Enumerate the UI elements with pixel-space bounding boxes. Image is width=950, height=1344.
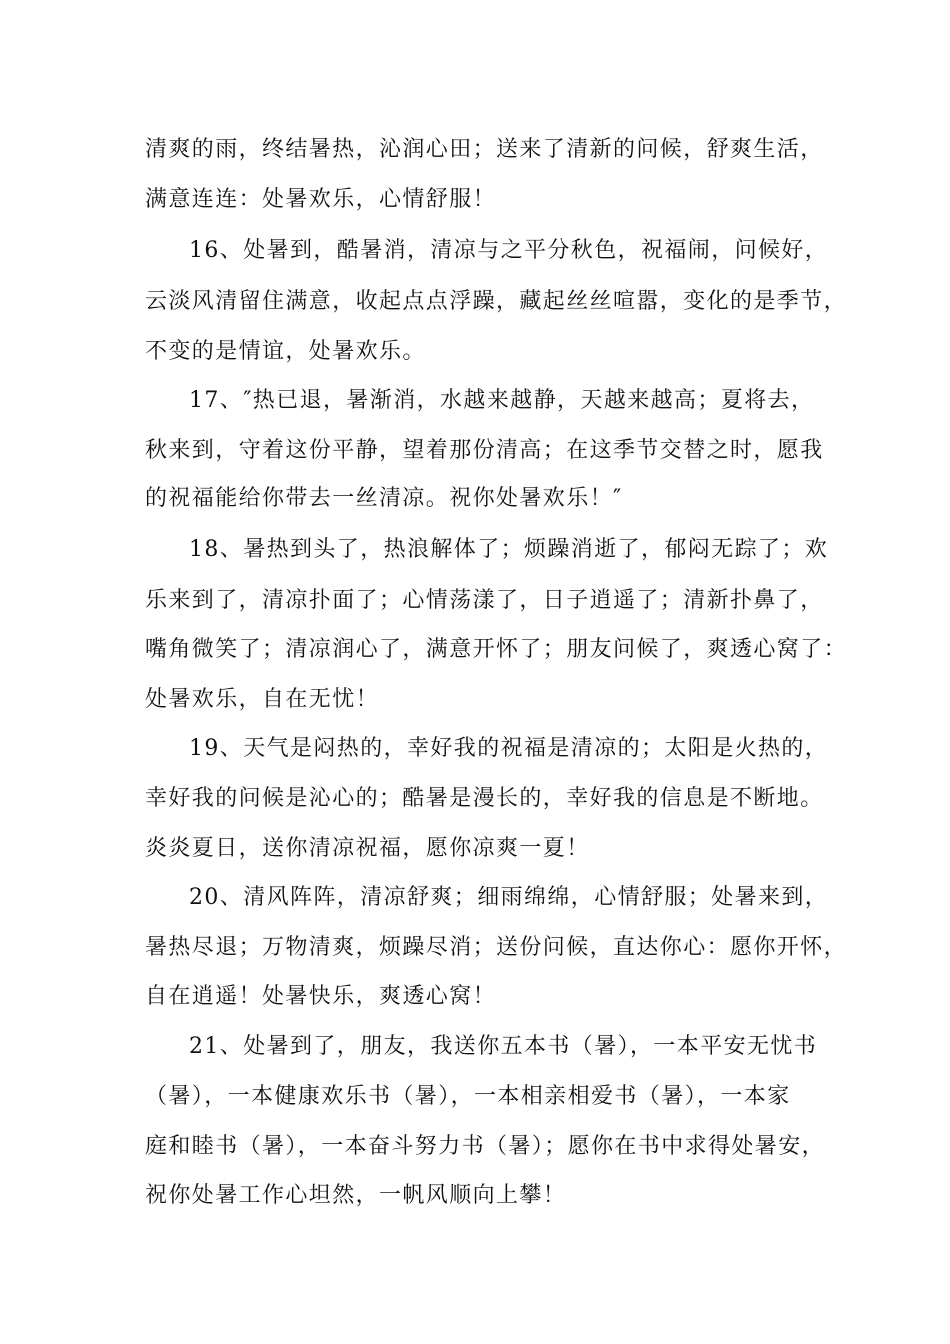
text-line: 自在逍遥！处暑快乐，爽透心窝！ [145,984,497,1009]
text-line: 乐来到了，清凉扑面了；心情荡漾了，日子逍遥了；清新扑鼻了， [145,588,824,613]
text-line: 秋来到，守着这份平静，望着那份清高；在这季节交替之时，愿我 [145,438,824,463]
text-line: 幸好我的问候是沁心的；酷暑是漫长的，幸好我的信息是不断地。 [145,786,824,811]
text-line: 祝你处暑工作心坦然，一帆风顺向上攀！ [145,1183,567,1208]
text-line: 嘴角微笑了；清凉润心了，满意开怀了；朋友问候了，爽透心窝了： [145,637,848,662]
item-17-line: 17、″热已退，暑渐消，水越来越静，天越来越高；夏将去， [189,388,815,413]
text-line: （暑），一本健康欢乐书（暑），一本相亲相爱书（暑），一本家 [145,1084,791,1109]
text-line: 清爽的雨，终结暑热，沁润心田；送来了清新的问候，舒爽生活， [145,137,824,162]
item-20-line: 20、清风阵阵，清凉舒爽；细雨绵绵，心情舒服；处暑来到， [189,885,829,910]
text-line: 炎炎夏日，送你清凉祝福，愿你凉爽一夏！ [145,836,590,861]
item-19-line: 19、天气是闷热的，幸好我的祝福是清凉的；太阳是火热的， [189,736,829,761]
text-line: 的祝福能给你带去一丝清凉。祝你处暑欢乐！″ [145,486,623,511]
text-line: 不变的是情谊，处暑欢乐。 [145,339,426,364]
text-line: 满意连连：处暑欢乐，心情舒服！ [145,187,497,212]
item-16-line: 16、处暑到，酷暑消，清凉与之平分秋色，祝福闹，问候好， [189,238,829,263]
text-line: 处暑欢乐，自在无忧！ [145,687,380,712]
text-line: 云淡风清留住满意，收起点点浮躁，藏起丝丝喧嚣，变化的是季节， [145,289,848,314]
item-21-line: 21、处暑到了，朋友，我送你五本书（暑），一本平安无忧书 [189,1034,818,1059]
text-line: 庭和睦书（暑），一本奋斗努力书（暑）；愿你在书中求得处暑安， [145,1134,826,1159]
text-line: 暑热尽退；万物清爽，烦躁尽消；送份问候，直达你心：愿你开怀， [145,935,848,960]
item-18-line: 18、暑热到头了，热浪解体了；烦躁消逝了，郁闷无踪了；欢 [189,537,829,562]
